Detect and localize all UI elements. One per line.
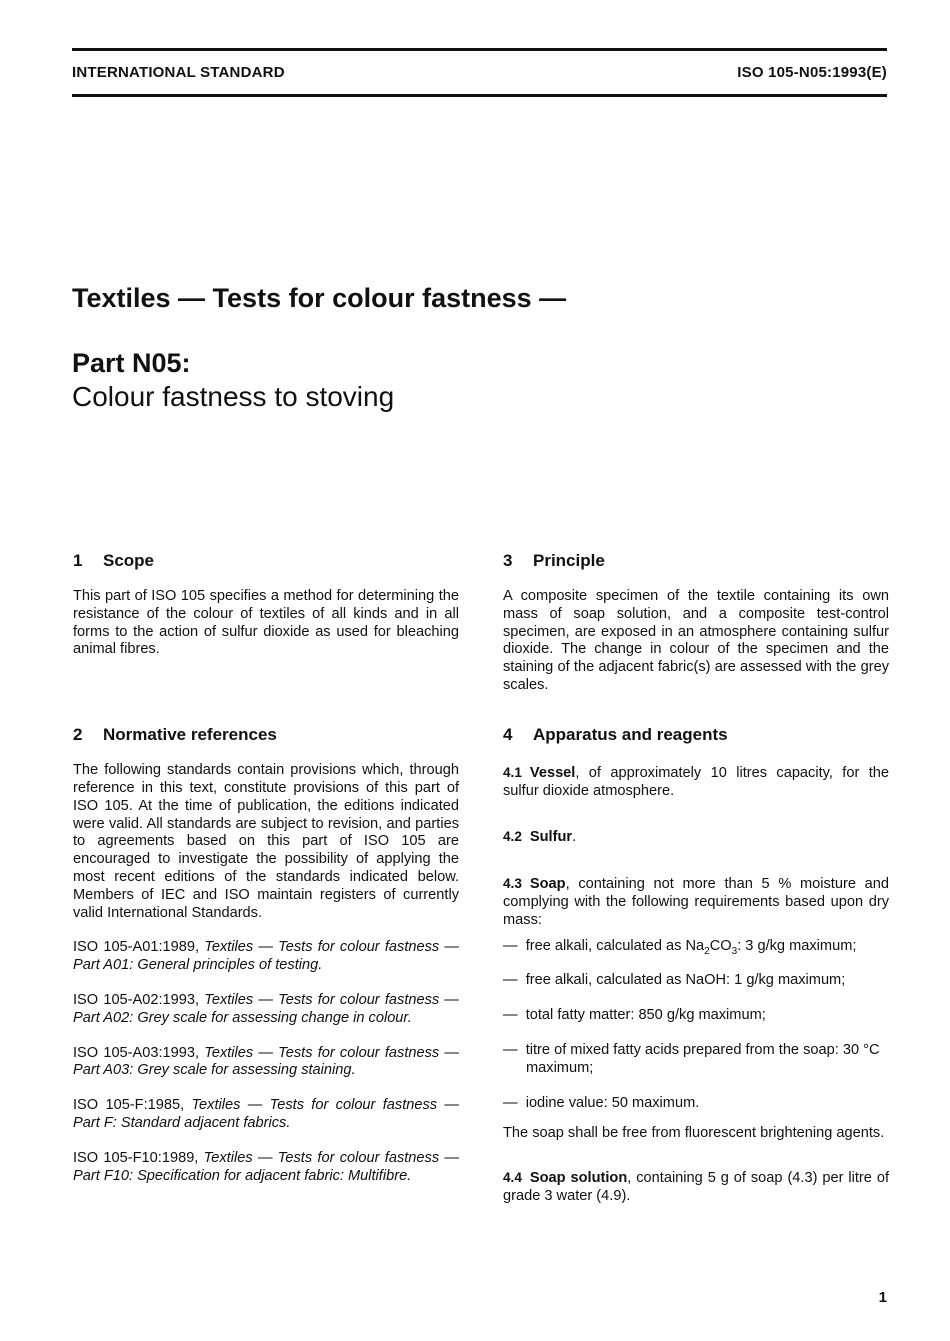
soap-note: The soap shall be free from fluorescent brightening agents. — [503, 1125, 885, 1142]
section-4-heading: 4 Apparatus and reagents — [503, 724, 728, 744]
section-3-text: A composite specimen of the textile containing its own mass of soap solution, and a composite test-control specimen, are exposed in an atmosphere containing sulfur dioxide. The change in colour of the specimen and the staining of the adjacent fabric(s) are assessed with the grey scales. — [503, 588, 889, 693]
subsection-4-2: 4.2 Sulfur. — [503, 829, 577, 846]
header-rule-top — [72, 48, 887, 51]
page-number: 1 — [878, 1289, 887, 1306]
document-title: Textiles — Tests for colour fastness — — [72, 283, 567, 313]
header-standard-type: INTERNATIONAL STANDARD — [72, 64, 285, 81]
part-subtitle: Colour fastness to stoving — [72, 381, 395, 412]
right-column — [503, 551, 889, 1206]
reference-item: ISO 105-F10:1989, Textiles — Tests for colour fastness — Part F10: Specification for adjacent fabric: Multifibre. — [73, 1149, 459, 1184]
left-column — [73, 551, 459, 1185]
soap-requirement-item: — total fatty matter: 850 g/kg maximum; — [503, 1007, 766, 1024]
section-2-heading: 2 Normative references — [73, 725, 277, 745]
header-rule-bottom — [72, 94, 887, 97]
subsection-4-4: 4.4 Soap solution, containing 5 g of soap (4.3) per litre of grade 3 water (4.9). — [503, 1170, 889, 1204]
reference-item: ISO 105-A02:1993, Textiles — Tests for colour fastness — Part A02: Grey scale for assessing change in colour. — [73, 991, 459, 1026]
section-3-heading: 3 Principle — [503, 551, 605, 570]
section-2-text: The following standards contain provisions which, through reference in this text, constitute provisions of this part of ISO 105. At the time of publication, the editions indicated were valid. All standards are subject to revision, and parties to agreements based on this part of ISO 105 are encouraged to investigate the possibility of applying the most recent editions of the standards indicated below. Members of IEC and ISO maintain registers of currently valid International Standards. — [73, 762, 459, 921]
reference-item: ISO 105-A01:1989, Textiles — Tests for colour fastness — Part A01: General principles of testing. — [73, 939, 459, 974]
section-1-text: This part of ISO 105 specifies a method for determining the resistance of the colour of textiles of all kinds and in all forms to the action of sulfur dioxide as used for bleaching animal fibres. — [73, 588, 459, 658]
header-standard-number: ISO 105-N05:1993(E) — [737, 64, 887, 81]
subsection-4-1: 4.1 Vessel, of approximately 10 litres capacity, for the sulfur dioxide atmosphere. — [503, 764, 889, 799]
subsection-4-3: 4.3 Soap, containing not more than 5 % moisture and complying with the following requirements based upon dry mass: — [503, 876, 889, 928]
soap-requirement-item: — iodine value: 50 maximum. — [503, 1094, 700, 1111]
reference-item: ISO 105-F:1985, Textiles — Tests for colour fastness — Part F: Standard adjacent fabrics. — [73, 1097, 459, 1131]
soap-requirement-item: — titre of mixed fatty acids prepared from the soap: 30 °C maximum; — [503, 1041, 880, 1076]
soap-requirement-item: — free alkali, calculated as NaOH: 1 g/kg maximum; — [503, 972, 846, 989]
soap-requirement-item: — free alkali, calculated as $Na_2CO_3$: 3 g/kg maximum; — [503, 937, 857, 957]
part-title: Part N05: — [72, 348, 191, 378]
section-1-heading: 1 Scope — [73, 551, 155, 570]
reference-item: ISO 105-A03:1993, Textiles — Tests for colour fastness — Part A03: Grey scale for assessing staining. — [73, 1044, 459, 1079]
